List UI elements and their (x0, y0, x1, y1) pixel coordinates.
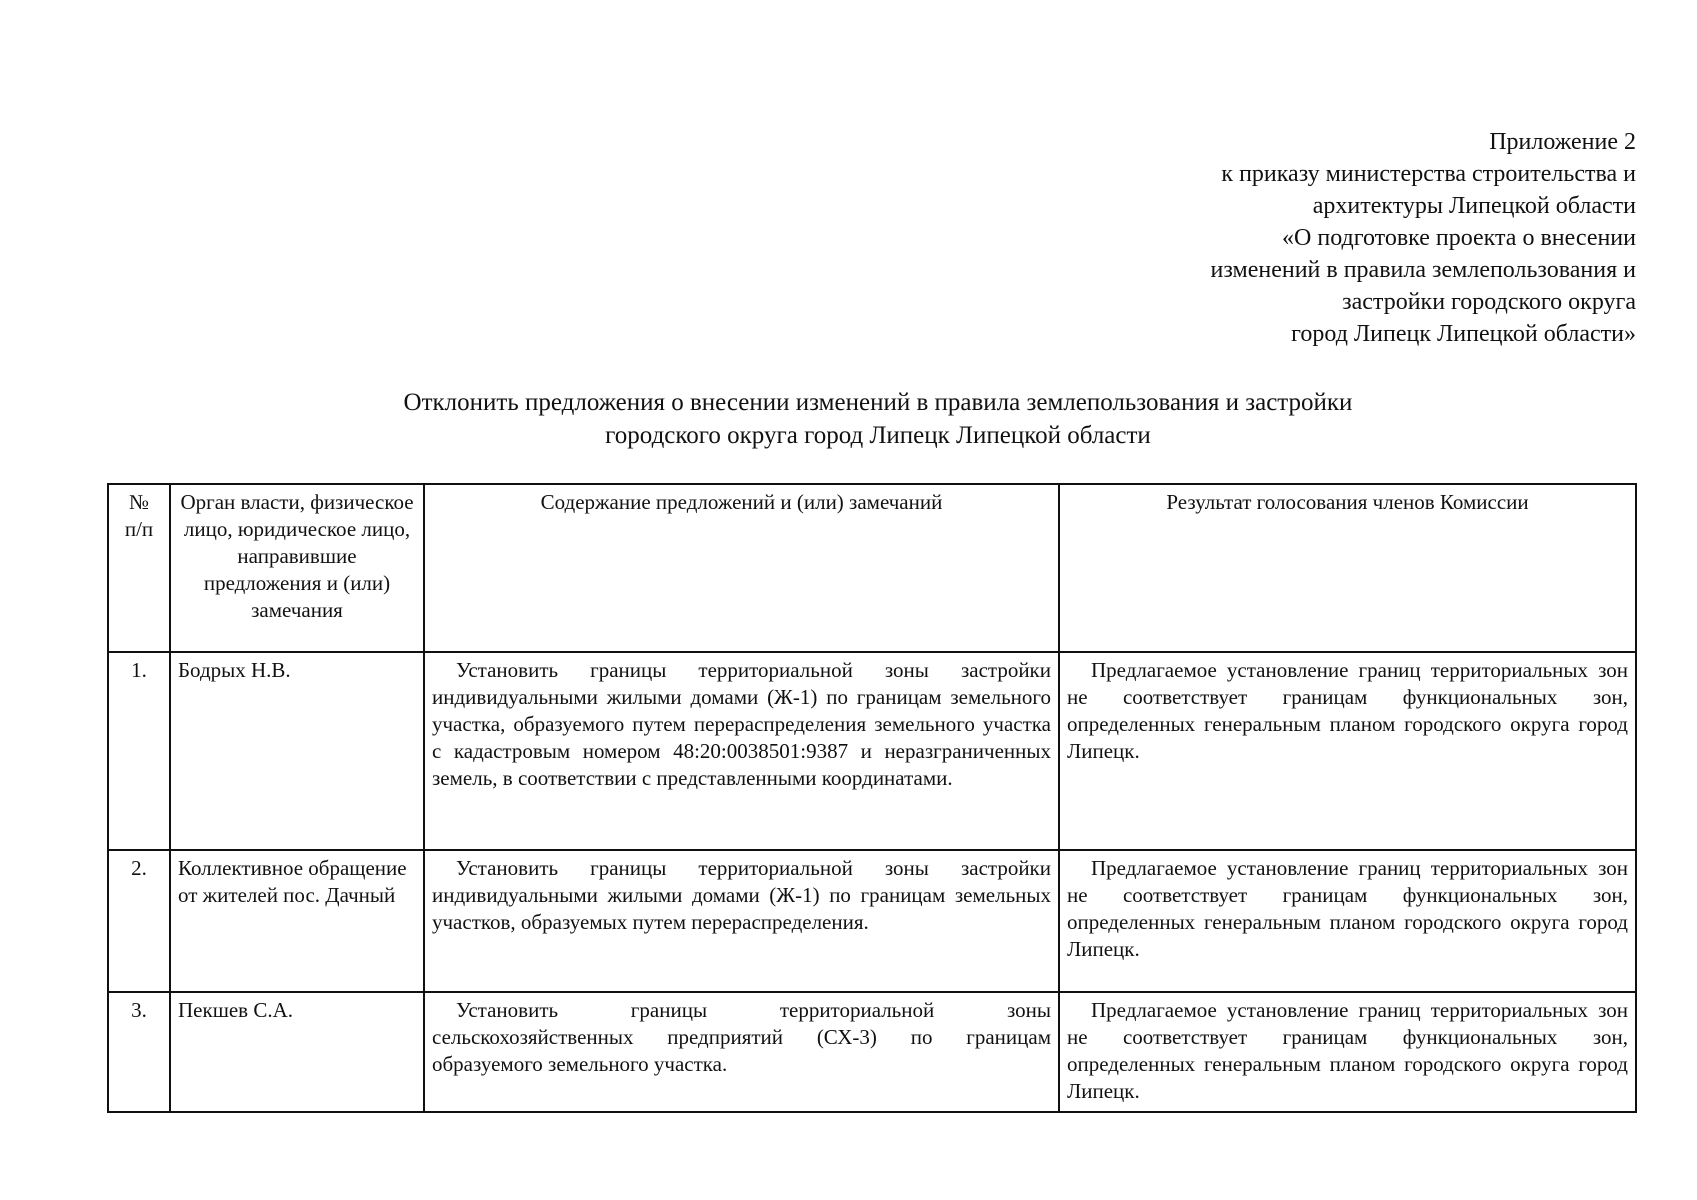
title-line-2: городского округа город Липецк Липецкой области (605, 422, 1151, 449)
row-content: Установить границы территориальной зоны застройки индивидуальными жилыми домами (Ж-1) по границам земельных участков, образуемых путем перераспределения. (424, 850, 1059, 992)
header-num-line-1: № (128, 490, 150, 514)
row-number: 1. (108, 652, 170, 850)
appendix-line: к приказу министерства строительства и (1221, 161, 1636, 187)
row-content: Установить границы территориальной зоны застройки индивидуальными жилыми домами (Ж-1) по границам земельного участка, образуемого путем перераспределения земельного участка с кадастровым номером 48:20:0038501:9387 и неразграниченных земель, в соответствии с представленными координатами. (424, 652, 1059, 850)
row-number: 2. (108, 850, 170, 992)
table-row (108, 652, 1636, 850)
appendix-block (1076, 126, 1636, 350)
row-organization: Коллективное обращение от жителей пос. Дачный (170, 850, 424, 992)
row-result: Предлагаемое установление границ территориальных зон не соответствует границам функциональных зон, определенных генеральным планом городского округа город Липецк. (1059, 992, 1636, 1112)
table-row (108, 850, 1636, 992)
row-organization: Пекшев С.А. (170, 992, 424, 1112)
document-title (109, 386, 1647, 452)
header-org: Орган власти, физическое лицо, юридическое лицо, направившие предложения и (или) замечания (170, 484, 424, 652)
proposals-table (107, 483, 1637, 1113)
header-num (108, 484, 170, 652)
appendix-line: город Липецк Липецкой области» (1291, 321, 1636, 347)
header-content: Содержание предложений и (или) замечаний (424, 484, 1059, 652)
appendix-line: «О подготовке проекта о внесении (1282, 225, 1636, 251)
header-num-line-2: п/п (124, 517, 154, 541)
appendix-line: изменений в правила землепользования и (1210, 257, 1636, 283)
table-header-row (108, 484, 1636, 652)
title-line-1: Отклонить предложения о внесении изменений в правила землепользования и застройки (403, 389, 1353, 416)
header-result: Результат голосования членов Комиссии (1059, 484, 1636, 652)
row-organization: Бодрых Н.В. (170, 652, 424, 850)
appendix-line: архитектуры Липецкой области (1312, 193, 1636, 219)
appendix-line: Приложение 2 (1489, 129, 1636, 155)
table-row (108, 992, 1636, 1112)
row-result: Предлагаемое установление границ территориальных зон не соответствует границам функциональных зон, определенных генеральным планом городского округа город Липецк. (1059, 652, 1636, 850)
row-result: Предлагаемое установление границ территориальных зон не соответствует границам функциональных зон, определенных генеральным планом городского округа город Липецк. (1059, 850, 1636, 992)
row-number: 3. (108, 992, 170, 1112)
row-content: Установить границы территориальной зоны сельскохозяйственных предприятий (СХ-3) по границам образуемого земельного участка. (424, 992, 1059, 1112)
appendix-line: застройки городского округа (1342, 289, 1636, 315)
